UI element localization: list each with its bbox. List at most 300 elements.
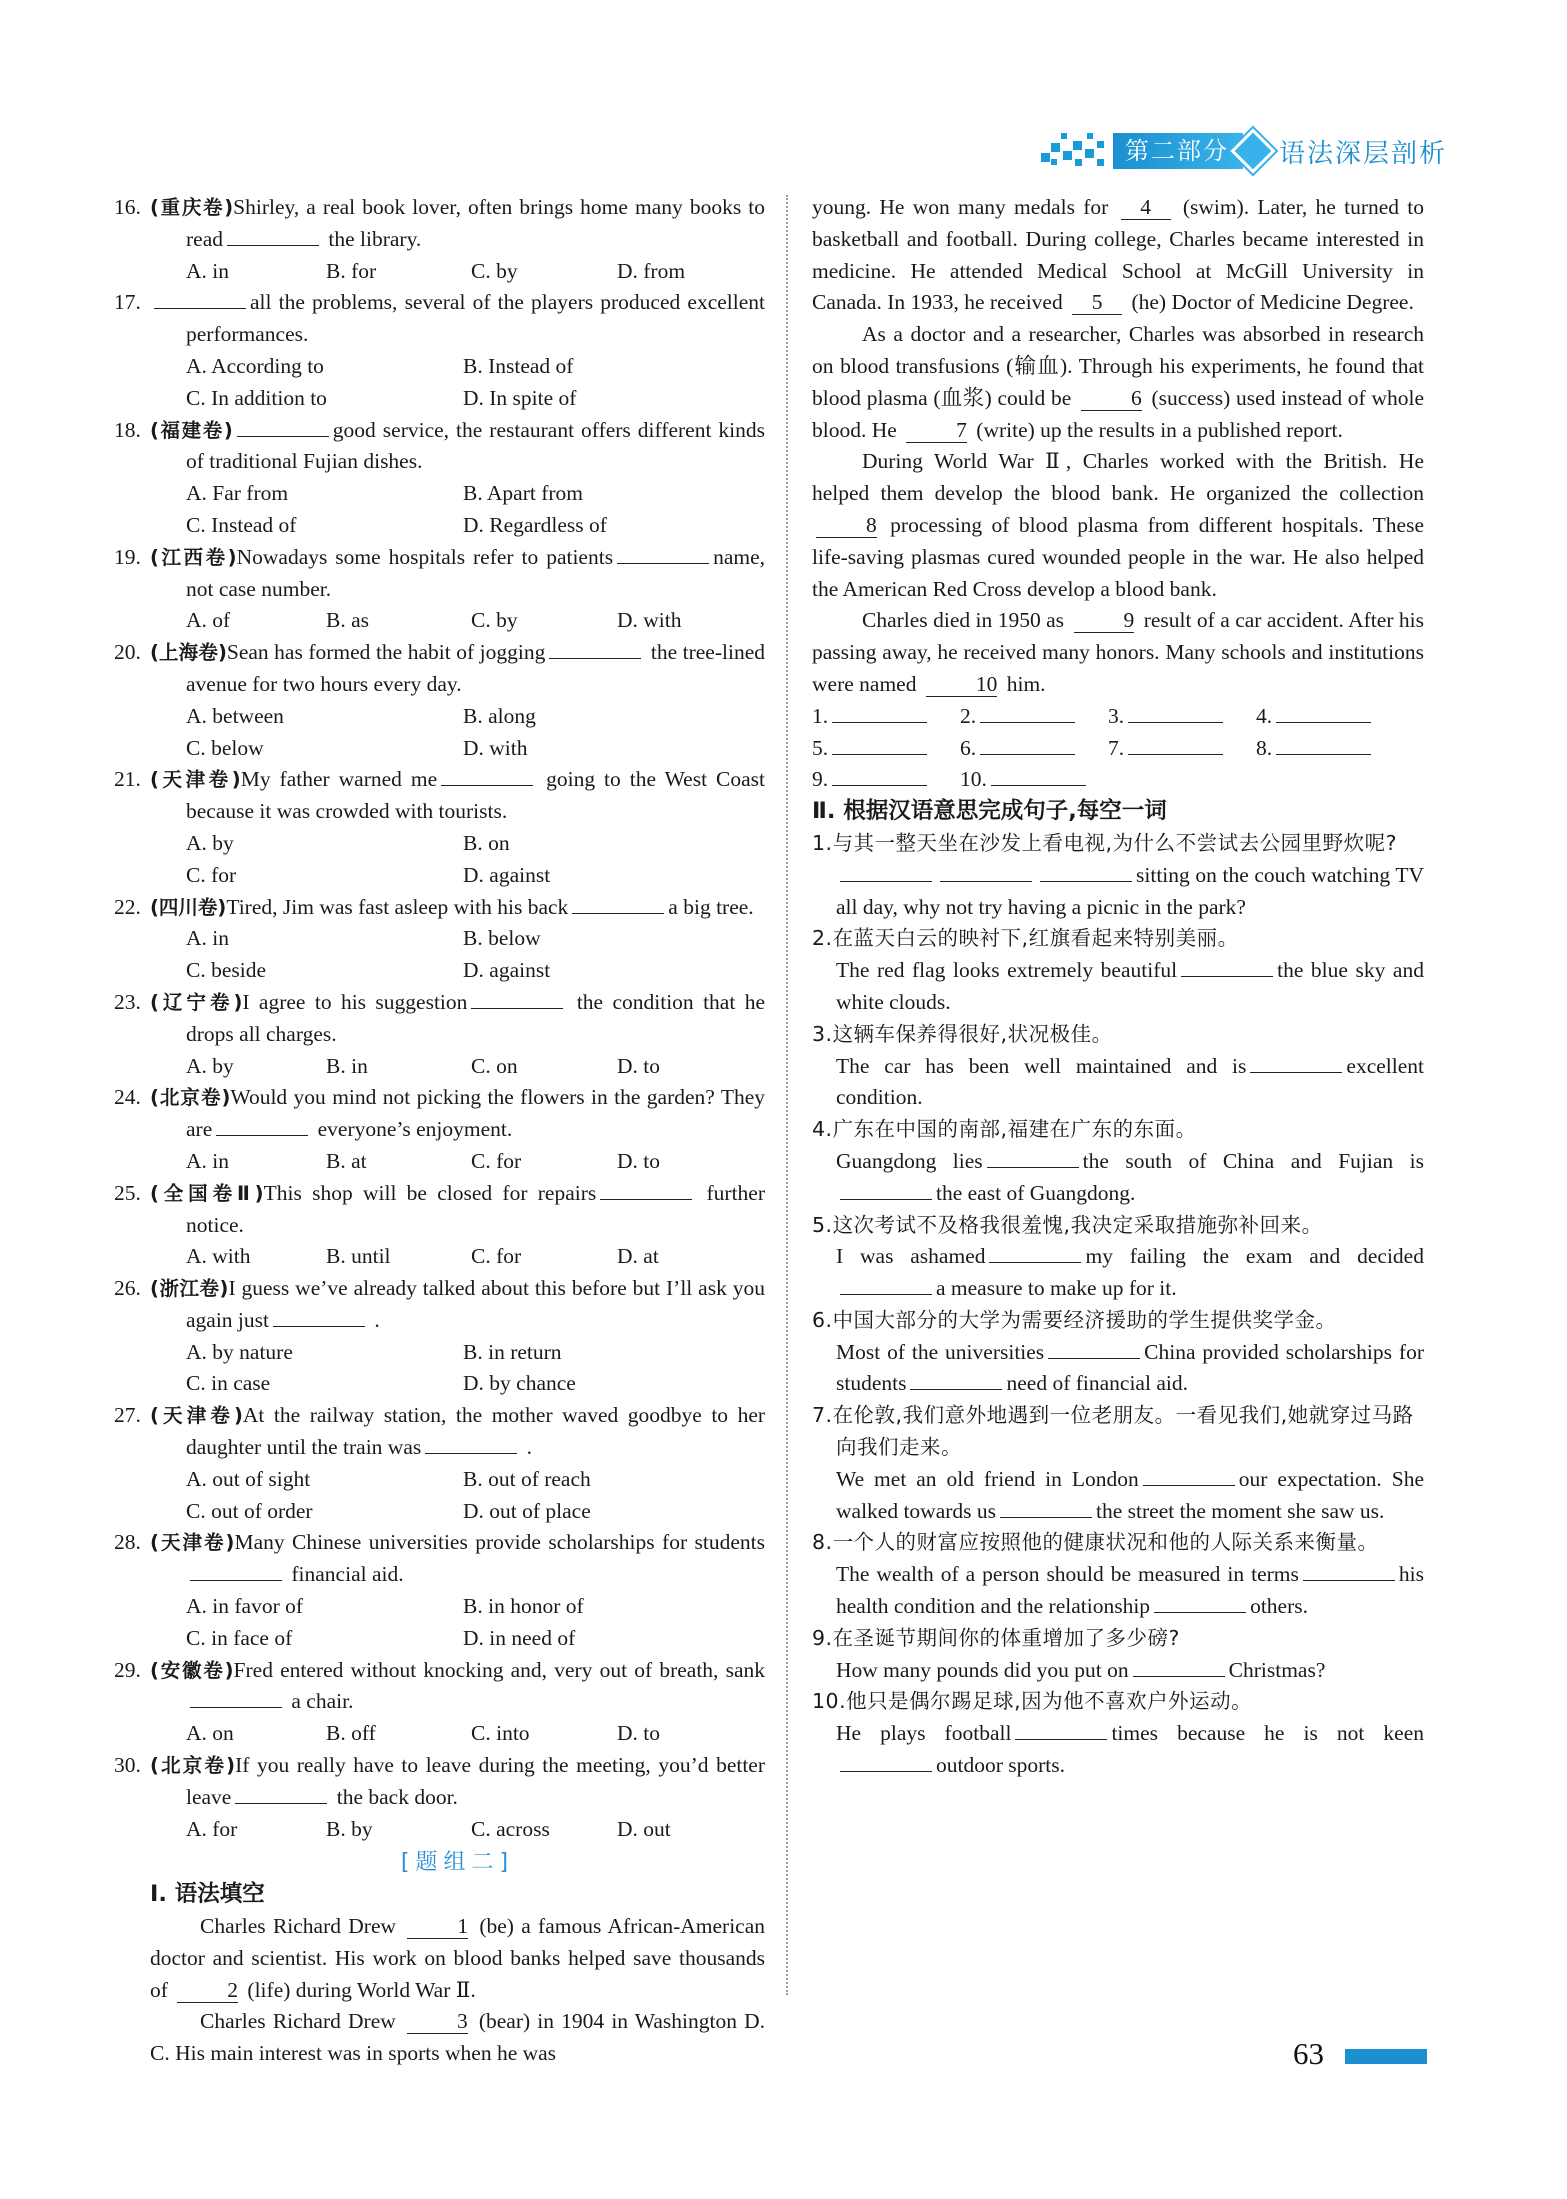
section-title: Ⅱ. 根据汉语意思完成句子,每空一词 — [812, 798, 1167, 825]
question-source: (全国卷Ⅱ) — [150, 1181, 264, 1205]
question-source: (浙江卷) — [150, 1277, 229, 1301]
chinese-text: 在圣诞节期间你的体重增加了多少磅? — [832, 1625, 1180, 1650]
question-text: Many Chinese universities provide scholarships — [234, 1530, 655, 1555]
numbered-blank[interactable]: 5 — [1072, 290, 1122, 315]
sentence-text: China provided scholarships for students — [836, 1339, 1424, 1396]
chinese-prompt — [812, 1527, 1424, 1559]
passage-paragraph: As a doctor and a researcher, Charles was absorbed in research on blood transfusions (输血). Through his experiments, he found that blood plasma (血浆) could be 6 (success) used instead of whole blood. He 7 (write) up the results in a published report. — [812, 322, 1424, 442]
answer-blank[interactable] — [991, 765, 1086, 786]
answer-blank[interactable] — [273, 1306, 365, 1327]
item-number: 4. — [812, 1117, 833, 1142]
sentence-text: The wealth of a person should be measured in terms — [836, 1562, 1299, 1587]
sentence-text: the blue sky and white clouds. — [836, 958, 1424, 1014]
chinese-prompt — [812, 1114, 1424, 1146]
english-sentence — [812, 1464, 1424, 1528]
numbered-blank[interactable]: 7 — [906, 418, 967, 443]
chinese-prompt — [812, 1400, 1424, 1464]
numbered-blank[interactable]: 1 — [407, 1914, 468, 1939]
question-text: I’ll ask you again just — [186, 1276, 765, 1332]
english-sentence — [812, 860, 1424, 924]
answer-option[interactable]: D. out of place — [463, 1498, 591, 1523]
answer-option[interactable]: A. in — [186, 1148, 229, 1173]
english-sentence — [812, 1718, 1424, 1782]
question-text: name, not case number. — [186, 544, 766, 601]
item-number: 2. — [812, 926, 833, 951]
header-title: 语法深层剖析 — [1278, 138, 1447, 169]
question-stem: 27. (天津卷)At the railway station, the mother waved goodbye to her daughter until the train was . — [114, 1403, 766, 1460]
answer-blank[interactable] — [832, 702, 927, 723]
question-text: garden? They are — [186, 1085, 766, 1142]
mosaic-logo-icon — [1039, 131, 1109, 171]
answer-blank[interactable] — [227, 225, 319, 246]
sentence-text: need of financial aid. — [1006, 1371, 1188, 1396]
sentence-text: The car has been well maintained and is — [836, 1053, 1247, 1078]
answer-option[interactable]: B. at — [326, 1148, 367, 1173]
answer-option[interactable]: D. against — [463, 862, 551, 887]
english-sentence — [812, 1146, 1424, 1210]
english-sentence — [812, 955, 1424, 1019]
translation-item — [812, 1114, 1424, 1209]
answer-options — [150, 605, 765, 637]
answer-option[interactable]: B. in honor of — [463, 1594, 584, 1619]
answer-slot-label: 1. — [812, 703, 829, 728]
sentence-text: the east of Guangdong. — [936, 1180, 1136, 1205]
question-text: good service, the restaurant offers — [332, 417, 631, 442]
answer-option[interactable]: B. off — [326, 1721, 376, 1746]
question-text: . — [374, 1307, 380, 1332]
answer-option[interactable]: B. by — [326, 1816, 373, 1841]
answer-option[interactable]: C. on — [471, 1053, 518, 1078]
answer-option[interactable]: A. for — [186, 1816, 238, 1841]
answer-blanks-grid — [812, 701, 1424, 796]
sentence-text: sitting on the couch watching TV all day, why not try having a picnic in the park? — [836, 862, 1424, 919]
answer-blank[interactable] — [190, 1687, 282, 1708]
sentence-text: He plays football — [836, 1721, 1012, 1746]
answer-option[interactable]: D. from — [617, 258, 686, 283]
answer-slot-label: 2. — [960, 703, 977, 728]
answer-option[interactable]: A. in favor of — [186, 1594, 304, 1619]
chinese-text: 这辆车保养得很好,状况极佳。 — [832, 1021, 1113, 1046]
answer-slot[interactable] — [1256, 733, 1424, 765]
answer-option[interactable]: A. According to — [186, 353, 324, 378]
english-sentence — [812, 1559, 1424, 1623]
sentence-text: a measure to make up for it. — [936, 1276, 1177, 1301]
answer-blank[interactable] — [1276, 734, 1371, 755]
answer-option[interactable]: D. against — [463, 958, 551, 983]
answer-option[interactable]: B. Apart from — [463, 481, 584, 506]
question-source: (辽宁卷) — [150, 990, 243, 1014]
answer-slot[interactable] — [960, 733, 1108, 765]
mc-question — [114, 287, 765, 414]
question-stem: 18. (福建卷) good service, the restaurant offers different kinds of traditional Fujian dishes. — [114, 417, 766, 474]
question-source: (上海卷) — [150, 641, 227, 665]
chinese-prompt — [812, 1686, 1424, 1718]
mc-question — [114, 637, 766, 764]
question-text: breath, sank — [659, 1657, 766, 1682]
answer-option[interactable]: D. by chance — [463, 1371, 576, 1396]
question-text: that he drops all charges. — [186, 989, 765, 1046]
numbered-blank[interactable]: 6 — [1081, 386, 1142, 411]
answer-option[interactable]: B. in — [326, 1053, 368, 1078]
sentence-text: his health condition and the relationship — [836, 1562, 1424, 1619]
sentence-text: excellent condition. — [836, 1053, 1424, 1110]
answer-blank[interactable] — [1133, 1656, 1225, 1677]
question-text: goodbye to her daughter until the train was — [186, 1403, 766, 1460]
translation-item — [812, 1019, 1424, 1114]
mc-question — [114, 415, 766, 542]
answer-option[interactable]: A. of — [186, 608, 231, 633]
answer-option[interactable]: C. for — [186, 862, 237, 887]
english-sentence — [812, 1051, 1424, 1115]
answer-option[interactable]: C. Instead of — [186, 512, 297, 537]
answer-option[interactable]: A. by — [186, 830, 234, 855]
answer-blank[interactable] — [1303, 1560, 1395, 1581]
answer-option[interactable]: D. in need of — [463, 1625, 576, 1650]
answer-option[interactable]: D. In spite of — [463, 385, 577, 410]
answer-options — [150, 1814, 765, 1846]
question-text: I guess we’ve already talked about this before but — [228, 1276, 661, 1301]
answer-option[interactable]: A. Far from — [186, 481, 289, 506]
mc-question — [114, 542, 766, 637]
question-stem: 20. (上海卷)Sean has formed the habit of jogging the tree-lined avenue for two hours every day. — [114, 640, 766, 696]
answer-blank[interactable] — [471, 988, 563, 1009]
question-text: Nowadays some hospitals refer to patients — [236, 544, 614, 569]
answer-slot[interactable] — [960, 701, 1108, 733]
passage-paragraph: Charles died in 1950 as 9 result of a car accident. After his passing away, he received many honors. Many schools and institutions were named 10 him. — [812, 608, 1425, 696]
answer-option[interactable]: B. as — [326, 608, 369, 633]
answer-blank[interactable] — [1181, 956, 1273, 977]
answer-options — [150, 1241, 765, 1273]
answer-blank[interactable] — [980, 734, 1075, 755]
answer-slot-label: 4. — [1256, 703, 1273, 728]
mc-question — [114, 1178, 766, 1273]
answer-options — [150, 351, 765, 415]
answer-blank[interactable] — [1276, 702, 1371, 723]
question-stem: 24. (北京卷)Would you mind not picking the flowers in the garden? They are everyone’s enjoyment. — [114, 1085, 766, 1142]
sentence-text: our expectation. She walked towards us — [836, 1466, 1424, 1523]
answer-option[interactable]: D. at — [617, 1244, 659, 1269]
question-text: the tree-lined avenue for two hours every day. — [186, 640, 766, 696]
answer-options — [150, 478, 765, 542]
answer-option[interactable]: A. with — [186, 1244, 251, 1269]
question-text: everyone’s enjoyment. — [317, 1117, 513, 1142]
mc-question — [114, 192, 766, 287]
question-text: you’d better leave — [186, 1753, 766, 1809]
sentence-text: times because he is not keen — [1111, 1721, 1425, 1746]
numbered-blank[interactable]: 4 — [1121, 195, 1171, 220]
question-text: financial aid. — [291, 1562, 404, 1587]
answer-blank[interactable] — [1154, 1592, 1246, 1613]
answer-option[interactable]: C. by — [471, 608, 518, 633]
item-number: 8. — [812, 1530, 833, 1555]
question-stem: 22. (四川卷)Tired, Jim was fast asleep with his back a big tree. — [114, 894, 754, 919]
page-number-bar — [1345, 2049, 1427, 2064]
header-part-label: 第二部分 — [1113, 133, 1243, 169]
mc-question — [114, 1527, 765, 1654]
answer-blank[interactable] — [600, 1179, 692, 1200]
translation-item — [812, 1686, 1424, 1781]
right-column — [812, 192, 1424, 1782]
passage-paragraph: Charles Richard Drew 1 (be) a famous African-American doctor and scientist. His work on blood banks helped save thousands of 2 (life) during World War Ⅱ. — [150, 1914, 766, 2002]
answer-slot[interactable] — [1256, 701, 1424, 733]
answer-blank[interactable] — [840, 1179, 932, 1200]
question-text: excellent performances. — [186, 290, 765, 347]
multiple-choice-list — [114, 192, 766, 1845]
question-text: I agree to his suggestion — [242, 989, 468, 1014]
translation-list — [812, 828, 1424, 1782]
answer-slot[interactable] — [812, 764, 960, 796]
mc-question — [114, 1655, 766, 1750]
chinese-prompt — [812, 828, 1424, 860]
question-text: going to the — [546, 767, 657, 792]
answer-option[interactable]: A. between — [186, 703, 284, 728]
answer-option[interactable]: D. to — [617, 1053, 660, 1078]
question-source: (四川卷) — [150, 895, 227, 919]
translation-item — [812, 1527, 1424, 1622]
answer-option[interactable]: C. beside — [186, 958, 267, 983]
answer-blank[interactable] — [617, 543, 709, 564]
mc-question — [114, 987, 765, 1082]
chinese-prompt — [812, 923, 1424, 955]
answer-options — [150, 1051, 765, 1083]
chinese-prompt — [812, 1305, 1424, 1337]
answer-option[interactable]: B. on — [463, 830, 510, 855]
left-column — [114, 192, 766, 2070]
answer-blank[interactable] — [840, 861, 932, 882]
english-sentence — [812, 1241, 1424, 1305]
numbered-blank[interactable]: 3 — [407, 2009, 468, 2034]
answer-option[interactable]: B. along — [463, 703, 536, 728]
sentence-text: others. — [1250, 1594, 1308, 1619]
sentence-text: the street the moment she saw us. — [1096, 1498, 1385, 1523]
answer-blank[interactable] — [840, 1274, 932, 1295]
passage-paragraph: Charles Richard Drew 3 (bear) in 1904 in Washington D. C. His main interest was in sports when he was — [150, 2009, 766, 2066]
answer-option[interactable]: A. in — [186, 258, 229, 283]
answer-blank[interactable] — [441, 765, 533, 786]
item-number: 6. — [812, 1307, 833, 1332]
answer-option[interactable]: C. for — [471, 1148, 522, 1173]
answer-option[interactable]: D. to — [617, 1721, 660, 1746]
answer-blank[interactable] — [154, 288, 246, 309]
question-stem: 23. (辽宁卷)I agree to his suggestion the condition that he drops all charges. — [114, 989, 765, 1046]
question-stem: 28. (天津卷)Many Chinese universities provide scholarships for students financial aid. — [114, 1530, 765, 1587]
answer-options — [150, 828, 765, 892]
question-text: the back door. — [336, 1784, 458, 1809]
chinese-text: 他只是偶尔踢足球,因为他不喜欢户外运动。 — [846, 1689, 1253, 1714]
question-stem: 30. (北京卷)If you really have to leave during the meeting, you’d better leave the back door. — [114, 1753, 766, 1809]
chinese-text: 这次考试不及格我很羞愧,我决定采取措施弥补回来。 — [832, 1212, 1323, 1237]
sentence-text: Most of the universities — [836, 1339, 1045, 1364]
mc-question — [114, 1082, 766, 1177]
question-text: all the problems, several of the players produced — [250, 290, 681, 315]
question-stem: 17. all the problems, several of the players produced excellent performances. — [114, 290, 765, 347]
answer-option[interactable]: C. across — [471, 1816, 550, 1841]
answer-slot[interactable] — [1108, 701, 1256, 733]
question-text: Sean has formed the habit of jogging — [226, 640, 546, 665]
answer-blank[interactable] — [425, 1433, 517, 1454]
answer-option[interactable]: D. Regardless of — [463, 512, 607, 537]
chinese-text: 在伦敦,我们意外地遇到一位老朋友。一看见我们,她就穿过马路向我们走来。 — [832, 1403, 1414, 1460]
answer-option[interactable]: D. out — [617, 1816, 671, 1841]
question-source: (天津卷) — [150, 1531, 235, 1555]
answer-option[interactable]: C. by — [471, 258, 518, 283]
answer-slot-label: 6. — [960, 735, 977, 760]
answer-blank[interactable] — [1000, 1497, 1092, 1518]
answer-option[interactable]: A. out of sight — [186, 1466, 311, 1491]
answer-blank[interactable] — [1128, 702, 1223, 723]
answer-option[interactable]: D. with — [617, 608, 682, 633]
answer-blank[interactable] — [910, 1369, 1002, 1390]
chinese-text: 中国大部分的大学为需要经济援助的学生提供奖学金。 — [832, 1307, 1337, 1332]
question-source: (安徽卷) — [150, 1658, 234, 1682]
answer-slot[interactable] — [960, 764, 1108, 796]
item-number: 9. — [812, 1625, 833, 1650]
answer-slot[interactable] — [812, 733, 960, 765]
answer-blank[interactable] — [1143, 1465, 1235, 1486]
question-text: a chair. — [291, 1689, 354, 1714]
answer-blank[interactable] — [1250, 1052, 1342, 1073]
answer-option[interactable]: C. for — [471, 1244, 522, 1269]
question-text: My father warned me — [240, 767, 438, 792]
answer-blank[interactable] — [216, 1115, 308, 1136]
chinese-text: 在蓝天白云的映衬下,红旗看起来特别美丽。 — [832, 926, 1239, 951]
english-sentence — [812, 1337, 1424, 1401]
answer-option[interactable]: B. for — [326, 258, 377, 283]
question-source: (天津卷) — [150, 768, 241, 792]
answer-option[interactable]: C. out of order — [186, 1498, 313, 1523]
answer-slot-label: 7. — [1108, 735, 1125, 760]
chinese-text: 广东在中国的南部,福建在广东的东面。 — [832, 1117, 1197, 1142]
chinese-text: 一个人的财富应按照他的健康状况和他的人际关系来衡量。 — [832, 1530, 1379, 1555]
answer-option[interactable]: C. in face of — [186, 1625, 293, 1650]
question-text: This shop will be closed for repairs — [263, 1180, 597, 1205]
sentence-text: Christmas? — [1228, 1657, 1326, 1682]
sentence-text: outdoor sports. — [936, 1753, 1065, 1778]
answer-option[interactable]: A. by nature — [186, 1339, 293, 1364]
mc-question — [114, 764, 765, 891]
sentence-text: Guangdong lies — [836, 1148, 983, 1173]
translation-item — [812, 1305, 1424, 1400]
answer-options — [150, 701, 765, 765]
answer-blank[interactable] — [832, 765, 927, 786]
answer-option[interactable]: B. in return — [463, 1339, 562, 1364]
answer-slot-label: 10. — [960, 767, 987, 792]
mc-question — [114, 1750, 766, 1845]
mc-question — [114, 1273, 765, 1400]
answer-blank[interactable] — [237, 416, 329, 437]
answer-blank[interactable] — [1040, 861, 1132, 882]
answer-option[interactable]: B. Instead of — [463, 353, 574, 378]
item-number: 1. — [812, 830, 833, 855]
item-number: 10. — [812, 1689, 847, 1714]
chinese-prompt — [812, 1210, 1424, 1242]
answer-slot-label: 3. — [1108, 703, 1125, 728]
answer-option[interactable]: C. In addition to — [186, 385, 327, 410]
answer-option[interactable]: D. with — [463, 735, 528, 760]
answer-blank[interactable] — [549, 638, 641, 659]
answer-slot-label: 5. — [812, 735, 829, 760]
question-text: the library. — [328, 226, 422, 251]
group-title: [题组二] — [400, 1850, 515, 1876]
answer-options — [150, 1146, 765, 1178]
question-text: different kinds of traditional Fujian dishes. — [186, 417, 766, 474]
section-title: Ⅰ. 语法填空 — [150, 1881, 265, 1908]
question-text: At the railway station, the mother waved — [242, 1403, 619, 1428]
answer-blank[interactable] — [832, 734, 927, 755]
question-text: a big tree. — [668, 894, 754, 919]
numbered-blank[interactable]: 9 — [1074, 608, 1135, 633]
question-text: further notice. — [186, 1180, 766, 1237]
numbered-blank[interactable]: 8 — [816, 513, 877, 538]
question-text: for students — [662, 1530, 765, 1555]
question-source: (天津卷) — [150, 1404, 243, 1428]
answer-option[interactable]: A. by — [186, 1053, 234, 1078]
sentence-text: How many pounds did you put on — [836, 1657, 1129, 1682]
question-text: Shirley, a real book lover, often brings home — [233, 195, 628, 219]
answer-blank[interactable] — [987, 1147, 1079, 1168]
numbered-blank[interactable]: 10 — [926, 672, 998, 697]
answer-option[interactable]: A. on — [186, 1721, 234, 1746]
answer-blank[interactable] — [1048, 1338, 1140, 1359]
answer-option[interactable]: A. in — [186, 926, 229, 951]
question-stem: 19. (江西卷)Nowadays some hospitals refer to patients name, not case number. — [114, 544, 766, 601]
answer-option[interactable]: B. below — [463, 926, 541, 951]
translation-item — [812, 1210, 1424, 1305]
answer-options — [150, 256, 765, 288]
answer-slot-label: 9. — [812, 767, 829, 792]
answer-blank[interactable] — [840, 1751, 932, 1772]
translation-item — [812, 1623, 1424, 1687]
answer-blank[interactable] — [1128, 734, 1223, 755]
answer-blank[interactable] — [989, 1242, 1081, 1263]
answer-slot-label: 8. — [1256, 735, 1273, 760]
question-source: (重庆卷) — [150, 196, 234, 219]
answer-option[interactable]: C. in case — [186, 1371, 271, 1396]
sentence-text: my failing the exam and decided — [1085, 1244, 1424, 1269]
question-text: . — [526, 1435, 532, 1460]
sentence-text: I was ashamed — [836, 1244, 986, 1269]
passage-paragraph: During World War Ⅱ, Charles worked with the British. He helped them develop the blood bank. He organized the collection 8 processing of blood plasma from different hospitals. These life-saving plasmas cured wounded people in the war. He also helped the American Red Cross develop a blood bank. — [812, 449, 1425, 601]
answer-options — [150, 923, 765, 987]
answer-option[interactable]: C. below — [186, 735, 264, 760]
question-source: (江西卷) — [150, 545, 237, 569]
answer-blank[interactable] — [1015, 1719, 1107, 1740]
question-stem: 16. (重庆卷)Shirley, a real book lover, often brings home many books to read the library. — [114, 195, 766, 251]
answer-option[interactable]: C. into — [471, 1721, 530, 1746]
translation-item — [812, 923, 1424, 1018]
answer-option[interactable]: B. out of reach — [463, 1466, 591, 1491]
question-text: Fred entered without knocking and, very out of — [233, 1657, 653, 1682]
answer-slot[interactable] — [1108, 733, 1256, 765]
answer-blank[interactable] — [980, 702, 1075, 723]
page-header — [1039, 125, 1447, 177]
numbered-blank[interactable]: 2 — [177, 1978, 238, 2003]
chinese-prompt — [812, 1623, 1424, 1655]
answer-blank[interactable] — [235, 1783, 327, 1804]
answer-option[interactable]: B. until — [326, 1244, 391, 1269]
answer-blank[interactable] — [190, 1560, 282, 1581]
sentence-text: The red flag looks extremely beautiful — [836, 958, 1178, 983]
mc-question — [114, 892, 765, 987]
chinese-text: 与其一整天坐在沙发上看电视,为什么不尝试去公园里野炊呢? — [832, 830, 1397, 855]
answer-blank[interactable] — [572, 893, 664, 914]
answer-blank[interactable] — [940, 861, 1032, 882]
answer-options — [150, 1464, 765, 1528]
question-text: Would you mind not picking the flowers in the — [230, 1085, 641, 1110]
answer-option[interactable]: D. to — [617, 1148, 660, 1173]
question-text: Tired, Jim was fast asleep with his back — [226, 894, 569, 919]
answer-slot[interactable] — [812, 701, 960, 733]
